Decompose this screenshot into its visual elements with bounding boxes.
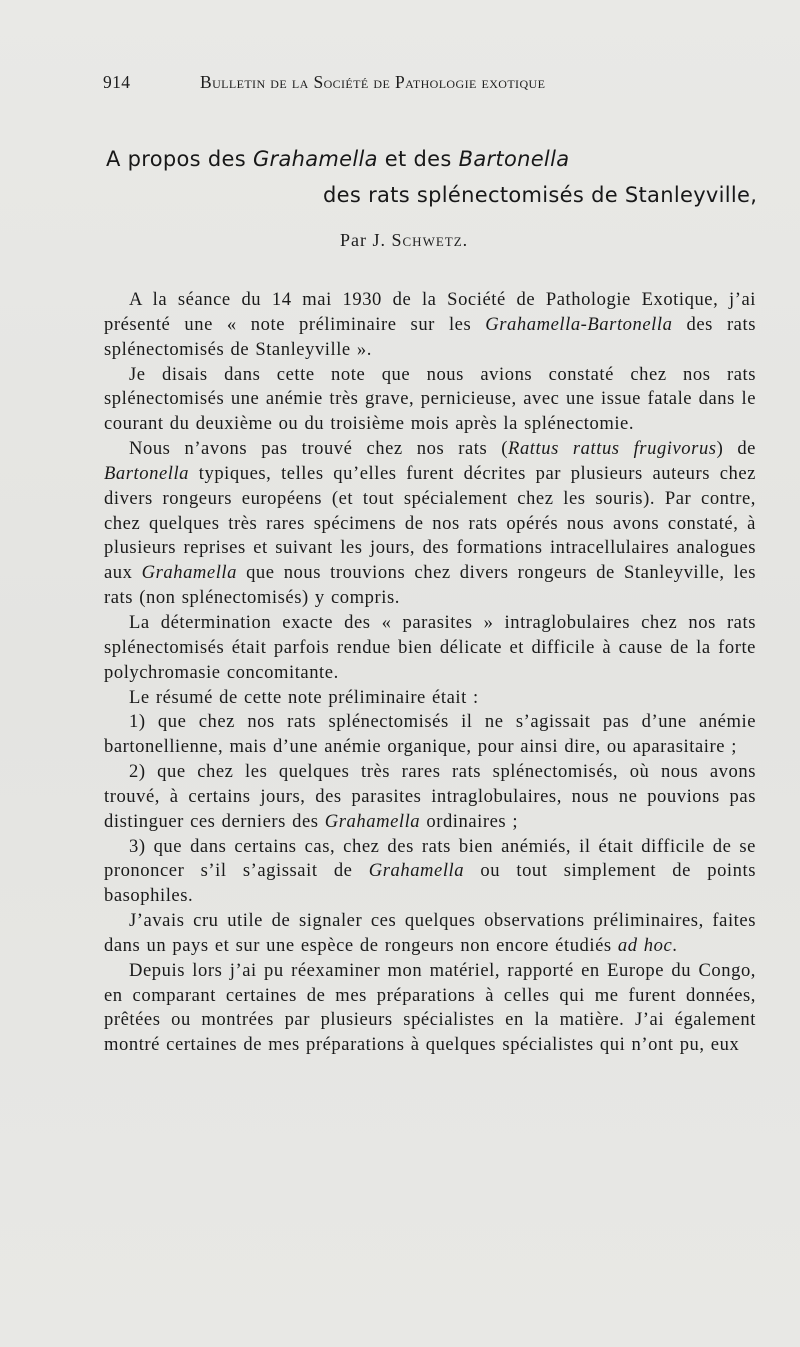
text-run: 2) que chez les quelques très rares rats splénectomisés, où nous avons trouvé, à certains jours, des parasites intraglobulaires, nous ne pouvions pas distinguer ces derniers des [104,761,756,832]
text-run: que nous trouvions chez divers rongeurs de Stanleyville, les rats (non splénectomisés) y compris. [104,562,756,609]
title-genus-bartonella: Bartonella [458,147,570,171]
list-item: 1) que chez nos rats splénectomisés il ne s’agissait pas d’une anémie bartonellienne, mais d’une anémie organique, pour ainsi dire, ou aparasitaire ; [104,711,756,758]
title-text: et des [377,147,459,171]
paragraph [104,437,756,611]
article-body [104,288,756,1058]
text-run: Nous n’avons pas trouvé chez nos rats ( [129,438,509,460]
text-run: 3) que dans certains cas, chez des rats bien anémiés, il était difficile de se prononcer s’il s’agissait de [104,835,756,882]
title-text: A propos des [106,147,253,171]
italic-genus: Grahamella [368,860,465,882]
text-run: des rats splénectomisés de Stanleyville ». [104,313,756,360]
author-byline [340,230,468,251]
journal-title: Bulletin de la Société de Pathologie exotique [200,72,546,92]
running-head [103,72,743,98]
italic-genus: Grahamella [324,810,421,832]
author-name: Schwetz. [391,230,469,250]
italic-genus: Bartonella [104,462,190,484]
title-line-1 [106,147,569,171]
text-run: ordinaires ; [420,810,519,832]
text-run: ) de [716,438,756,460]
italic-genus: Grahamella [141,562,237,584]
page-number: 914 [103,72,131,92]
text-run: A la séance du 14 mai 1930 de la Société de Pathologie Exotique, j’ai présenté une « note préliminaire sur les [104,289,756,335]
paragraph: Depuis lors j’ai pu réexaminer mon matériel, rapporté en Europe du Congo, en comparant certaines de mes préparations à celles qui me furent données, prêtées ou montrées par plusieurs spécialistes en la matière. J’ai également montré certaines de mes préparations à quelques spécialistes qui n’ont pu, eux [104,959,756,1056]
paragraph [104,909,756,959]
list-item [104,760,756,835]
text-run: J’avais cru utile de signaler ces quelques observations préliminaires, faites dans un pays et sur une espèce de rongeurs non encore étudiés [104,910,756,956]
text-run: typiques, telles qu’elles furent décrites par plusieurs auteurs chez divers rongeurs européens (et tout spécialement chez les souris). Par contre, chez quelques très rares spécimens de nos rats opérés nous avons constaté, à plusieurs reprises et suivant les jours, des formations intracellulaires analogues aux [104,462,756,584]
list-item [104,835,756,910]
title-line-2: des rats splénectomisés de Stanleyville, [323,183,758,207]
paragraph: Le résumé de cette note préliminaire était : [129,686,479,708]
paragraph: La détermination exacte des « parasites » intraglobulaires chez nos rats splénectomisés était parfois rendue bien délicate et difficile à cause de la forte polychromasie concomitante. [104,611,756,683]
paragraph: Je disais dans cette note que nous avions constaté chez nos rats splénectomisés une anémie très grave, pernicieuse, avec une issue fatale dans le courant du deuxième ou du troisième mois après la splénectomie. [104,363,756,435]
italic-latin: ad hoc [617,934,673,956]
author-prefix: Par J. [340,230,392,250]
title-genus-grahamella: Grahamella [252,147,378,171]
italic-genus: Grahamella-Bartonella [485,313,673,335]
text-run: ou tout simplement de points basophiles. [104,860,756,907]
text-run: . [672,934,678,956]
paragraph [104,288,756,363]
italic-species: Rattus rattus frugivorus [508,438,717,460]
